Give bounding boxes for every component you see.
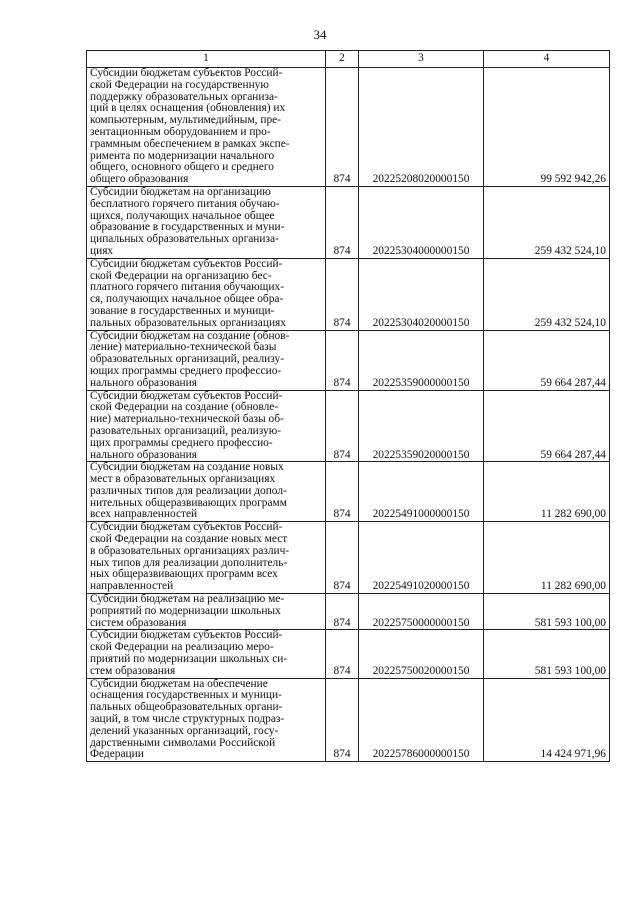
description-line: мест в образовательных организациях <box>90 473 276 486</box>
description-line: в образовательных организациях различ- <box>90 544 290 557</box>
row-admin-code: 874 <box>326 462 359 522</box>
description-line: компьютерным, мультимедийным, пре- <box>90 114 281 127</box>
table-row <box>87 630 610 678</box>
row-budget-code: 20225359020000150 <box>359 390 484 462</box>
description-line: пальных общеобразовательных органи- <box>90 701 283 714</box>
description-line: ской Федерации на реализацию меро- <box>90 641 274 654</box>
description-line: приятий по модернизации школьных си- <box>90 653 288 666</box>
row-admin-code: 874 <box>326 258 359 330</box>
row-amount: 99 592 942,26 <box>484 68 610 187</box>
row-amount: 581 593 100,00 <box>484 594 610 630</box>
row-amount: 11 282 690,00 <box>484 522 610 594</box>
row-amount: 581 593 100,00 <box>484 630 610 678</box>
description-line: Субсидии бюджетам субъектов Россий- <box>90 67 283 79</box>
description-line: систем образования <box>90 616 187 629</box>
description-line: стем образования <box>90 664 176 677</box>
row-description <box>87 330 326 390</box>
description-line: поддержку образовательных организа- <box>90 90 278 103</box>
description-line: образовательных организаций, реализу- <box>90 353 284 366</box>
description-line: пальных образовательных организациях <box>90 316 286 329</box>
row-admin-code: 874 <box>326 522 359 594</box>
row-admin-code: 874 <box>326 68 359 187</box>
description-line: щих программы среднего профессио- <box>90 436 273 449</box>
row-description <box>87 462 326 522</box>
row-admin-code: 874 <box>326 330 359 390</box>
table-row <box>87 678 610 762</box>
description-line: ление) материально-технической базы <box>90 341 277 354</box>
description-line: ние) материально-технической базы об- <box>90 413 284 426</box>
column-header-2: 2 <box>326 51 359 68</box>
column-header-4: 4 <box>484 51 610 68</box>
description-line: зентационным оборудованием и про- <box>90 125 271 138</box>
description-line: Субсидии бюджетам субъектов Россий- <box>90 521 283 534</box>
table-row <box>87 186 610 258</box>
description-line: щихся, получающих начальное общее <box>90 209 275 222</box>
row-description <box>87 68 326 187</box>
row-budget-code: 20225786000000150 <box>359 678 484 762</box>
table-row <box>87 390 610 462</box>
row-admin-code: 874 <box>326 678 359 762</box>
table-row <box>87 258 610 330</box>
description-line: ской Федерации на организацию бес- <box>90 269 272 282</box>
description-line: ся, получающих начальное общее обра- <box>90 293 284 306</box>
description-line: ных типов для реализации дополнитель- <box>90 556 288 569</box>
row-admin-code: 874 <box>326 186 359 258</box>
row-amount: 259 432 524,10 <box>484 186 610 258</box>
description-line: Субсидии бюджетам на обеспечение <box>90 677 268 690</box>
description-line: Субсидии бюджетам на организацию <box>90 185 271 198</box>
description-line: заций, в том числе структурных подраз- <box>90 713 285 726</box>
description-line: Субсидии бюджетам на реализацию ме- <box>90 593 285 606</box>
row-amount: 259 432 524,10 <box>484 258 610 330</box>
description-line: ской Федерации на создание (обновле- <box>90 401 279 414</box>
description-line: ской Федерации на создание новых мест <box>90 533 288 546</box>
description-line: роприятий по модернизации школьных <box>90 604 281 617</box>
description-line: Субсидии бюджетам субъектов Россий- <box>90 257 283 270</box>
page-number: 34 <box>313 27 327 42</box>
description-line: нального образования <box>90 376 197 389</box>
description-line: различных типов для реализации допол- <box>90 484 287 497</box>
table-row <box>87 594 610 630</box>
row-budget-code: 20225359000000150 <box>359 330 484 390</box>
description-line: платного горячего питания обучающих- <box>90 281 285 294</box>
table-row <box>87 522 610 594</box>
table-row <box>87 330 610 390</box>
row-description <box>87 678 326 762</box>
table-row <box>87 68 610 187</box>
description-line: нального образования <box>90 448 197 461</box>
description-line: Субсидии бюджетам на создание новых <box>90 461 284 474</box>
description-line: нительных общеразвивающих программ <box>90 496 287 509</box>
row-amount: 59 664 287,44 <box>484 390 610 462</box>
row-budget-code: 20225491020000150 <box>359 522 484 594</box>
table-body <box>87 68 610 762</box>
description-line: общего образования <box>90 173 189 186</box>
description-line: делений указанных организаций, госу- <box>90 724 279 737</box>
row-description <box>87 522 326 594</box>
row-budget-code: 20225491000000150 <box>359 462 484 522</box>
description-line: дарственными символами Российской <box>90 736 276 749</box>
description-line: Субсидии бюджетам субъектов Россий- <box>90 629 283 642</box>
description-line: римента по модернизации начального <box>90 149 275 162</box>
description-line: ципальных образовательных организа- <box>90 233 279 246</box>
description-line: бесплатного горячего питания обучаю- <box>90 197 280 210</box>
description-line: всех направленностей <box>90 508 198 521</box>
description-line: общего, основного общего и среднего <box>90 161 274 174</box>
row-admin-code: 874 <box>326 594 359 630</box>
description-line: образование в государственных и муни- <box>90 221 285 234</box>
row-description <box>87 186 326 258</box>
row-description <box>87 390 326 462</box>
description-line: направленностей <box>90 580 174 593</box>
description-line: оснащения государственных и муници- <box>90 689 282 702</box>
description-line: ской Федерации на государственную <box>90 78 269 91</box>
row-amount: 11 282 690,00 <box>484 462 610 522</box>
description-line: ных общеразвивающих программ всех <box>90 568 278 581</box>
row-amount: 59 664 287,44 <box>484 330 610 390</box>
row-admin-code: 874 <box>326 390 359 462</box>
column-header-3: 3 <box>359 51 484 68</box>
table-row <box>87 462 610 522</box>
description-line: циях <box>90 244 114 257</box>
row-budget-code: 20225750020000150 <box>359 630 484 678</box>
budget-table <box>86 50 610 762</box>
table-header-row <box>87 51 610 68</box>
row-budget-code: 20225304020000150 <box>359 258 484 330</box>
description-line: Субсидии бюджетам на создание (обнов- <box>90 329 290 342</box>
row-description <box>87 258 326 330</box>
description-line: разовательных организаций, реализую- <box>90 424 282 437</box>
description-line: зование в государственных и муници- <box>90 304 275 317</box>
description-line: граммным обеспечением в рамках экспе- <box>90 137 290 150</box>
row-budget-code: 20225304000000150 <box>359 186 484 258</box>
description-line: ций в целях оснащения (обновления) их <box>90 102 286 115</box>
description-line: Федерации <box>90 748 144 761</box>
row-budget-code: 20225750000000150 <box>359 594 484 630</box>
column-header-1: 1 <box>87 51 326 68</box>
row-admin-code: 874 <box>326 630 359 678</box>
row-amount: 14 424 971,96 <box>484 678 610 762</box>
description-line: Субсидии бюджетам субъектов Россий- <box>90 389 283 402</box>
row-budget-code: 20225208020000150 <box>359 68 484 187</box>
row-description <box>87 630 326 678</box>
row-description <box>87 594 326 630</box>
description-line: ющих программы среднего профессио- <box>90 364 282 377</box>
